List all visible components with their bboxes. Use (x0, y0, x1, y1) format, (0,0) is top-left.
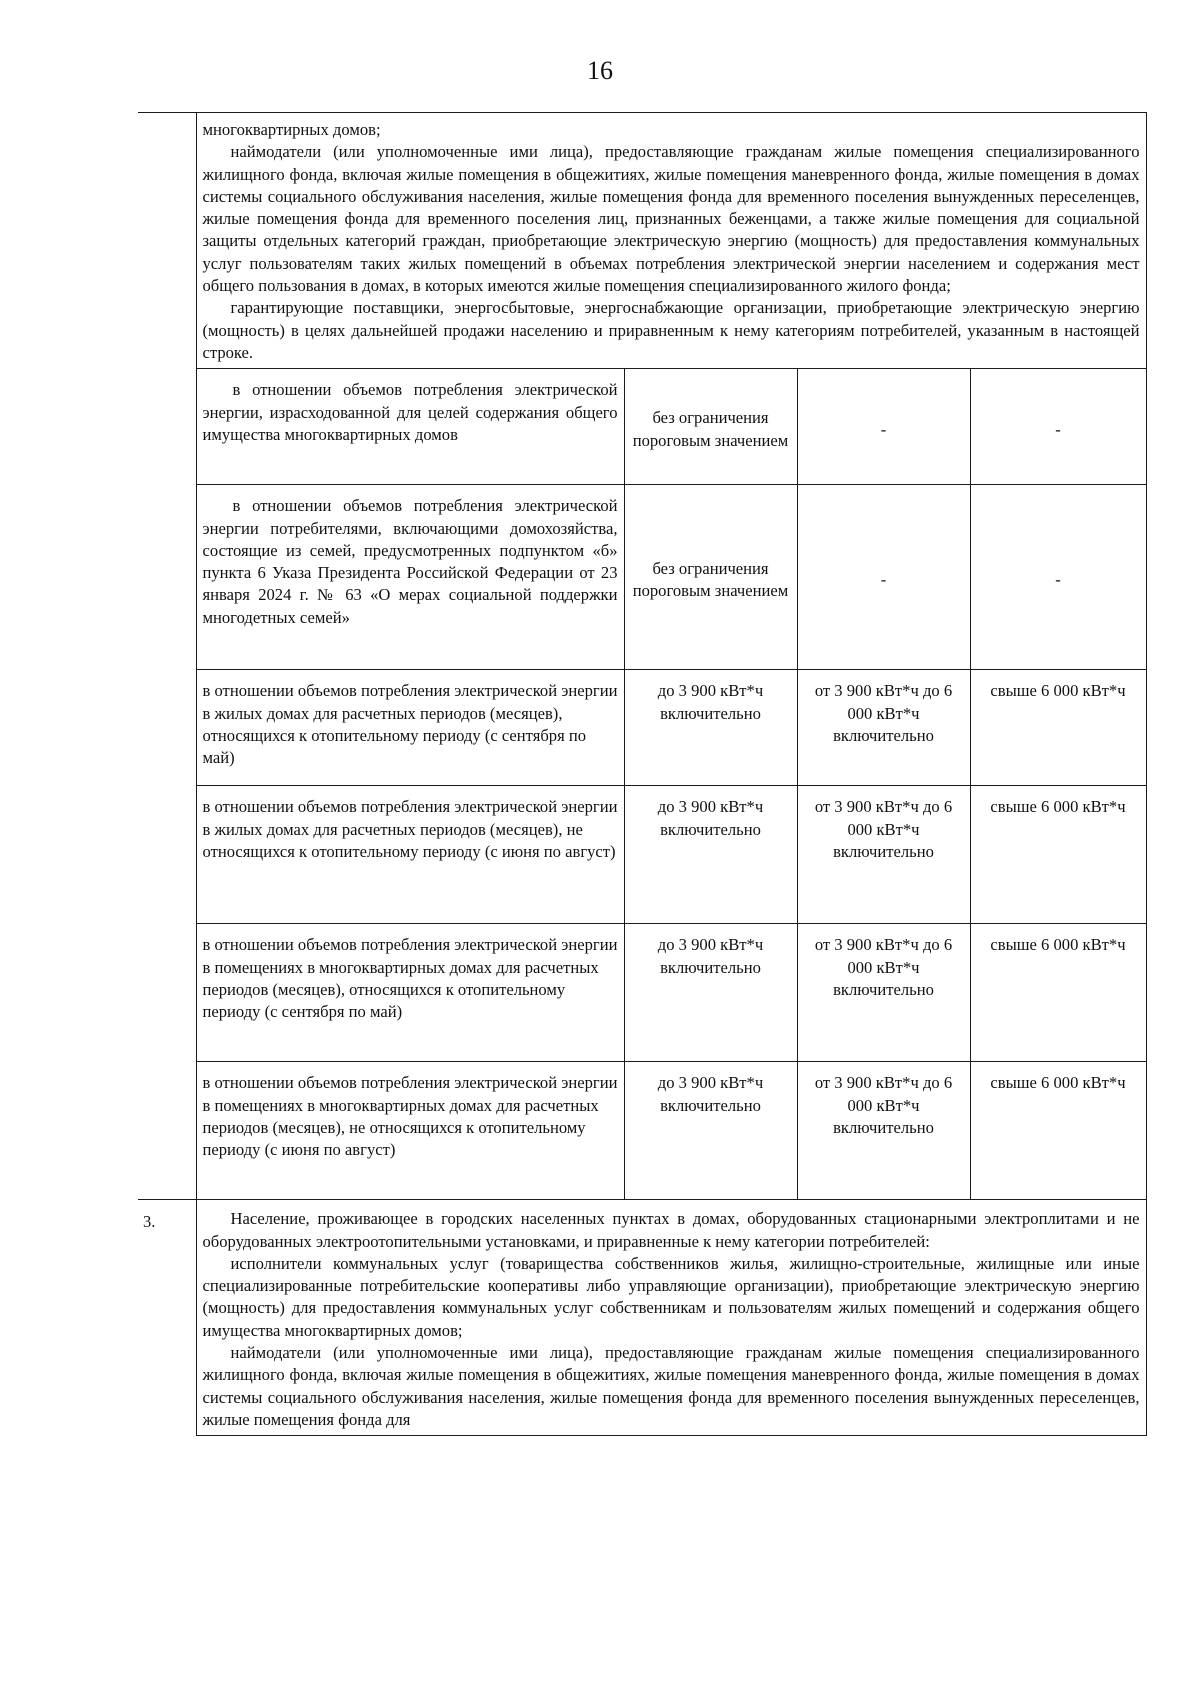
range1-cell: до 3 900 кВт*ч включительно (624, 786, 797, 924)
table-row (138, 1062, 1146, 1200)
criterion-cell: в отношении объемов потребления электрической энергии в жилых домах для расчетных периодов (месяцев), не относящихся к отопительному периоду (с июня по август) (196, 786, 624, 924)
range3-cell: - (970, 369, 1146, 485)
consumer-categories-cell (196, 113, 1146, 369)
paragraph: многоквартирных домов; (202, 120, 381, 139)
range3-cell: свыше 6 000 кВт*ч (970, 786, 1146, 924)
table-row (138, 786, 1146, 924)
range1-cell: до 3 900 кВт*ч включительно (624, 670, 797, 786)
table-row (138, 369, 1146, 485)
range3-cell: - (970, 485, 1146, 670)
range2-cell: от 3 900 кВт*ч до 6 000 кВт*ч включительно (797, 670, 970, 786)
range1-cell: без ограничения пороговым значением (624, 485, 797, 670)
criterion-cell: в отношении объемов потребления электрической энергии, израсходованной для целей содержания общего имущества многоквартирных домов (196, 369, 624, 485)
range3-cell: свыше 6 000 кВт*ч (970, 1062, 1146, 1200)
table-row (138, 924, 1146, 1062)
range1-cell: до 3 900 кВт*ч включительно (624, 1062, 797, 1200)
range2-cell: - (797, 485, 970, 670)
row-number-cell (138, 1200, 196, 1436)
criterion-cell: в отношении объемов потребления электрической энергии в жилых домах для расчетных периодов (месяцев), относящихся к отопительному периоду (с сентября по май) (196, 670, 624, 786)
consumer-categories-cell (196, 1200, 1146, 1436)
paragraph: исполнители коммунальных услуг (товарищества собственников жилья, жилищно-строительные, жилищные или иные специализированные потребительские кооперативы либо управляющие организации), приобретающие электрическую энергию (мощность) для предоставления коммунальных услуг собственникам и пользователям жилых помещений и содержания общего имущества многоквартирных домов; (202, 1253, 1140, 1340)
row-number: 3. (143, 1212, 156, 1232)
table-row-top-block (138, 113, 1146, 369)
range2-cell: - (797, 369, 970, 485)
table-row (138, 670, 1146, 786)
table-row-section-3 (138, 1200, 1146, 1436)
criterion-cell: в отношении объемов потребления электрической энергии потребителями, включающими домохозяйства, состоящие из семей, предусмотренных подпунктом «б» пункта 6 Указа Президента Российской Федерации от 23 января 2024 г. № 63 «О мерах социальной поддержки многодетных семей» (196, 485, 624, 670)
paragraph: гарантирующие поставщики, энергосбытовые, энергоснабжающие организации, приобретающие электрическую энергию (мощность) в целях дальнейшей продажи населению и приравненным к нему категориям потребителей, указанным в настоящей строке. (202, 298, 1140, 362)
paragraph: наймодатели (или уполномоченные ими лица), предоставляющие гражданам жилые помещения специализированного жилищного фонда, включая жилые помещения в общежитиях, жилые помещения маневренного фонда, жилые помещения в домах системы социального обслуживания населения, жилые помещения фонда для временного поселения вынужденных переселенцев, жилые помещения фонда для (202, 1343, 1140, 1429)
paragraph: Население, проживающее в городских населенных пунктах в домах, оборудованных стационарными электроплитами и не оборудованных электроотопительными установками, и приравненные к нему категории потребителей: (202, 1209, 1140, 1251)
criterion-cell: в отношении объемов потребления электрической энергии в помещениях в многоквартирных домах для расчетных периодов (месяцев), относящихся к отопительному периоду (с сентября по май) (196, 924, 624, 1062)
range2-cell: от 3 900 кВт*ч до 6 000 кВт*ч включительно (797, 1062, 970, 1200)
range3-cell: свыше 6 000 кВт*ч (970, 670, 1146, 786)
range1-cell: без ограничения пороговым значением (624, 369, 797, 485)
range1-cell: до 3 900 кВт*ч включительно (624, 924, 797, 1062)
range2-cell: от 3 900 кВт*ч до 6 000 кВт*ч включительно (797, 924, 970, 1062)
page-number: 16 (587, 56, 613, 85)
paragraph: наймодатели (или уполномоченные ими лица), предоставляющие гражданам жилые помещения специализированного жилищного фонда, включая жилые помещения в общежитиях, жилые помещения маневренного фонда, жилые помещения в домах системы социального обслуживания населения, жилые помещения фонда для временного поселения вынужденных переселенцев, жилые помещения фонда для временного поселения лиц, признанных беженцами, а также жилые помещения для социальной защиты отдельных категорий граждан, приобретающие электрическую энергию (мощность) для предоставления коммунальных услуг пользователям таких жилых помещений в объемах потребления электрической энергии населением и содержания мест общего пользования в домах, в которых имеются жилые помещения специализированного жилого фонда; (202, 142, 1140, 296)
range3-cell: свыше 6 000 кВт*ч (970, 924, 1146, 1062)
criterion-cell: в отношении объемов потребления электрической энергии в помещениях в многоквартирных домах для расчетных периодов (месяцев), не относящихся к отопительному периоду (с июня по август) (196, 1062, 624, 1200)
table-row (138, 485, 1146, 670)
tariff-table (138, 112, 1147, 1436)
row-number-cell (138, 113, 196, 1200)
range2-cell: от 3 900 кВт*ч до 6 000 кВт*ч включительно (797, 786, 970, 924)
